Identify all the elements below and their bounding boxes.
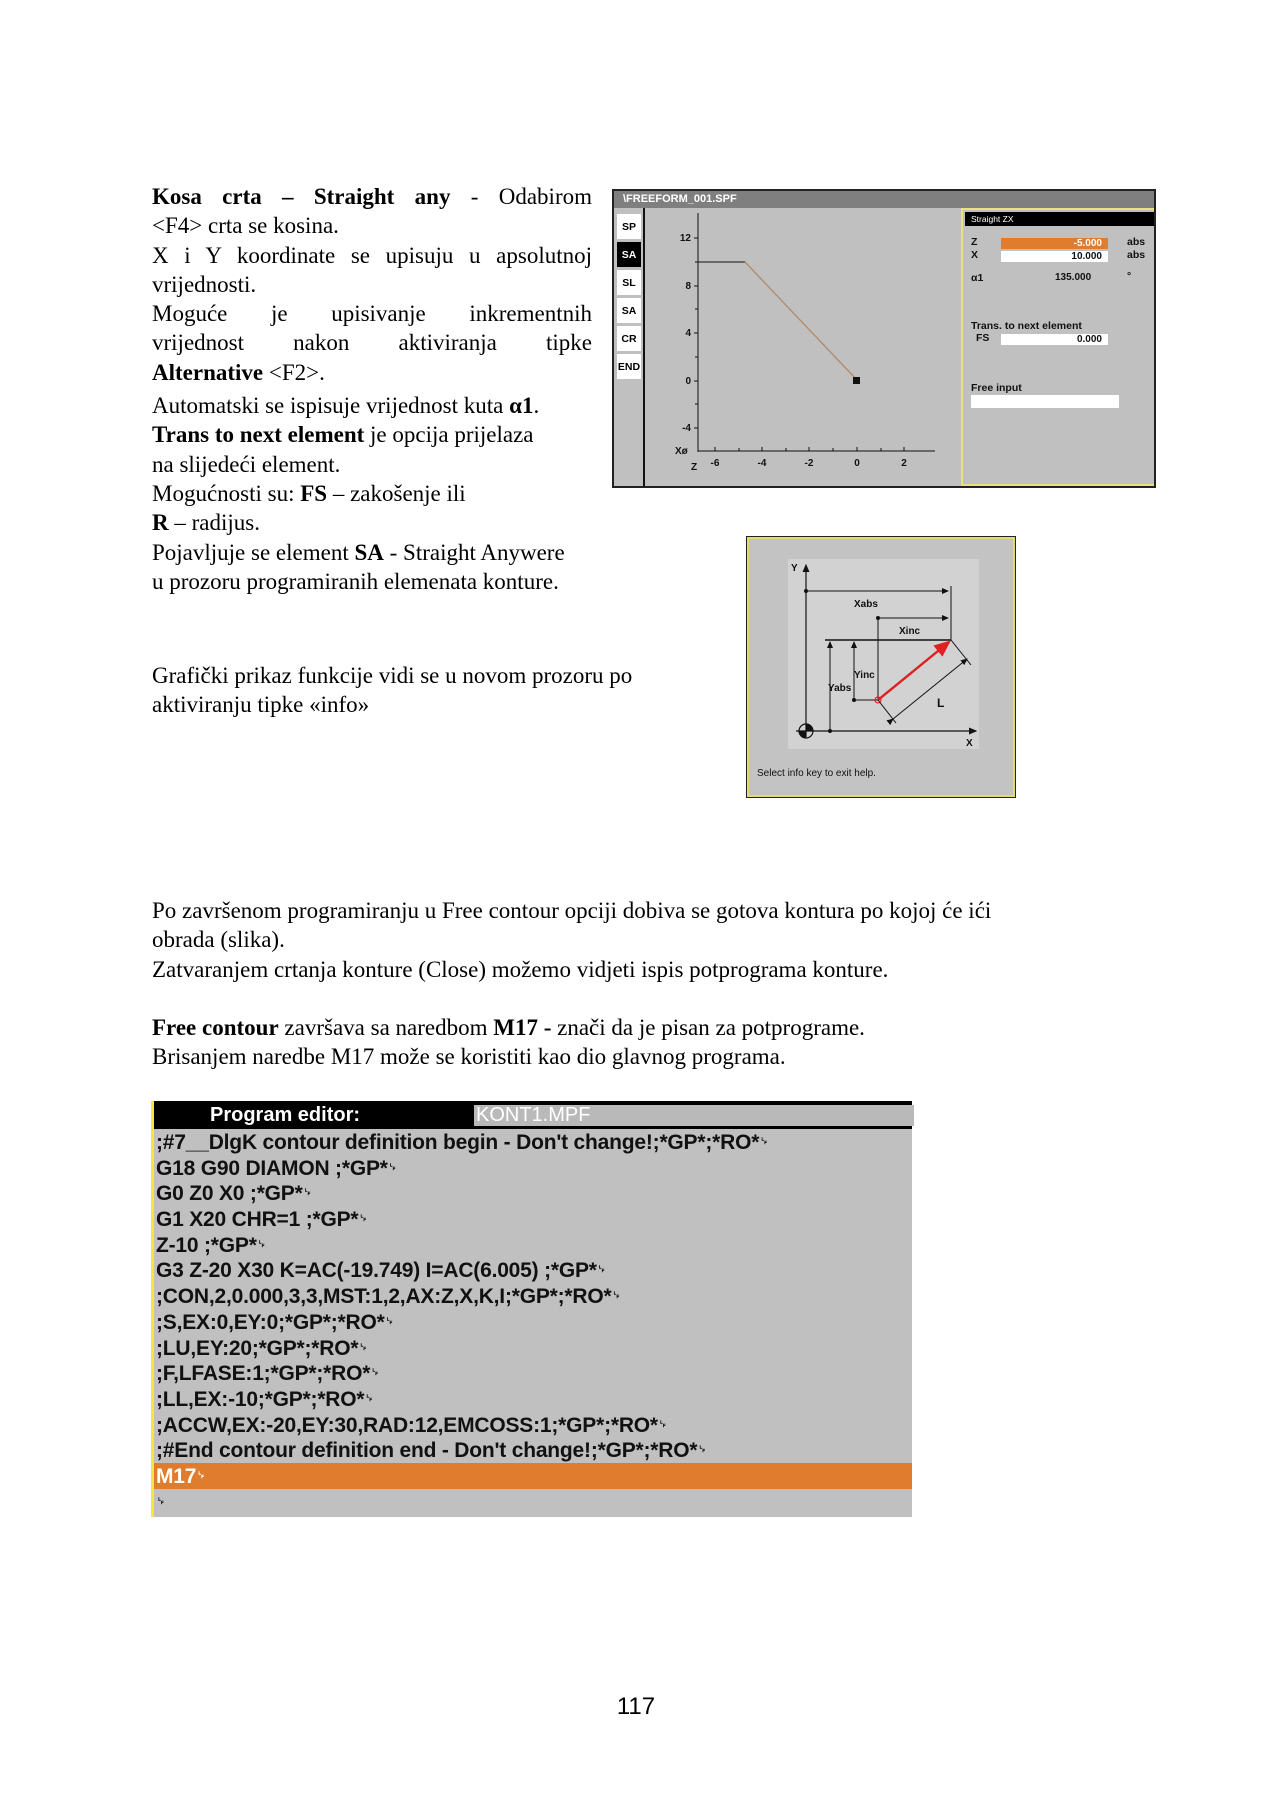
z-input[interactable]: -5.000 [1001,238,1108,249]
y-tick: 0 [685,376,691,387]
line-feed-icon: ␊ [387,1159,398,1174]
intro-line [152,538,592,567]
softkey-sp[interactable]: SP [617,214,641,239]
line-feed-icon: ␊ [358,1339,368,1354]
text: završava sa naredbom [278,1014,494,1040]
contour-slope [745,262,857,380]
yinc-label: Yinc [854,670,875,681]
alternative-bold: Alternative [152,359,264,385]
intro-line: na slijedeći element. [152,451,341,477]
code-text: M17 [156,1464,197,1488]
y-tick: 4 [685,328,691,339]
intro-line: vrijednosti. [152,271,257,297]
code-lines [154,1129,912,1514]
element-softkeys [614,208,645,486]
softkey-sa-active[interactable]: SA [617,242,641,267]
line-feed-icon: ␊ [196,1467,206,1482]
intro-line: vrijednost nakon aktiviranja tipke [152,330,592,356]
trans-bold: Trans to next element [152,422,365,448]
free-contour-bold: Free contour [152,1014,279,1040]
code-line[interactable] [154,1206,912,1232]
intro-text-block [152,182,592,596]
info-line: aktiviranju tipke «info» [152,692,370,718]
xabs-label: Xabs [854,599,878,610]
alpha-bold: α1 [509,393,534,419]
help-footer: Select info key to exit help. [757,768,876,779]
x-tick: -4 [757,458,767,469]
line-feed-icon: ␊ [759,1134,769,1148]
code-text: Z-10 ;*GP* [156,1233,257,1257]
code-line-selected[interactable] [154,1463,912,1489]
closing-line: Zatvaranjem crtanja konture (Close) možemo vidjeti ispis potprograma konture. [152,956,889,982]
text: Pojavljuje se element [152,539,355,565]
text: – radijus. [168,510,260,536]
page-number: 117 [616,1693,656,1720]
text: Mogućnosti su: [152,480,301,506]
intro-line [152,391,592,420]
x-unit: abs [1127,249,1146,261]
fs-input[interactable]: 0.000 [1001,334,1108,345]
info-help-panel [747,537,1015,797]
intro-line [152,508,592,537]
sa-bold: SA [354,539,384,565]
alpha-value: 135.000 [1055,272,1092,283]
y-tick: -4 [682,423,691,434]
y-tick: 12 [679,233,691,244]
code-text: G3 Z-20 X30 K=AC(-19.749) I=AC(6.005) ;*GP* [156,1259,597,1283]
code-line[interactable] [154,1335,912,1361]
z-label: Z [971,236,978,248]
line-feed-icon: ␊ [302,1185,312,1200]
intro-line: X i Y koordinate se upisuju u apsolutnoj [152,242,592,268]
code-text: ;F,LFASE:1;*GP*;*RO* [156,1362,371,1386]
info-text-block [152,661,712,720]
code-text: G0 Z0 X0 ;*GP* [156,1182,303,1206]
free-input-label: Free input [971,382,1022,394]
code-text: ;LU,EY:20;*GP*;*RO* [156,1336,359,1360]
softkey-cr[interactable]: CR [617,326,641,351]
intro-heading [152,182,592,211]
code-line[interactable] [154,1129,912,1155]
intro-line [152,358,592,387]
line-feed-icon: ␊ [657,1416,668,1431]
yabs-label: Yabs [828,683,852,694]
form-header: Straight ZX [965,212,1154,226]
x-input[interactable]: 10.000 [1001,251,1108,262]
softkey-sl[interactable]: SL [617,270,641,295]
editor-title: Program editor: [210,1104,361,1126]
panel-title: \FREEFORM_001.SPF [614,191,1154,208]
heading-rest: - Odabirom [450,184,592,209]
r-bold: R [152,510,169,536]
closing-line: obrada (slika). [152,927,285,953]
closing-line: Po završenom programiranju u Free contour opciji dobiva se gotova kontura po kojoj će ići [152,898,992,923]
closing-text-block [152,896,1112,1071]
closing-line [152,1013,1112,1042]
trans-label: Trans. to next element [971,320,1082,332]
editor-filename: KONT1.MPF [474,1105,914,1126]
closing-line: Brisanjem naredbe M17 može se koristiti kao dio glavnog programa. [152,1044,786,1070]
vector-arrow [878,642,949,700]
text: Automatski se ispisuje vrijednost kuta [152,393,510,419]
softkey-sa[interactable]: SA [617,298,641,323]
line-feed-icon: ␊ [358,1211,368,1226]
x-tick: -2 [804,458,814,469]
line-feed-icon: ␊ [156,1493,166,1508]
code-line[interactable] [154,1232,912,1258]
z-unit: abs [1127,236,1146,248]
y-axis-label: Xø [675,446,688,457]
line-feed-icon: ␊ [596,1262,607,1277]
code-text: ;#7__DlgK contour definition begin - Don't change!;*GP*;*RO* [156,1131,760,1154]
straight-zx-form [961,208,1154,486]
code-line[interactable] [154,1437,912,1463]
y-axis-label: Y [791,563,798,574]
intro-line [152,479,592,508]
current-point-marker [853,377,860,384]
intro-line: <F4> crta se kosina. [152,213,339,239]
code-line[interactable] [154,1386,912,1412]
text: . [533,393,540,419]
code-line[interactable] [154,1180,912,1206]
code-text: ;CON,2,0.000,3,3,MST:1,2,AX:Z,X,K,I;*GP*;*RO* [156,1285,612,1309]
free-input-field[interactable] [971,395,1119,408]
editor-header [154,1101,912,1129]
freeform-contour-panel [612,189,1156,488]
intro-line [152,420,592,449]
line-feed-icon: ␊ [611,1288,621,1303]
xinc-label: Xinc [899,626,921,637]
code-line[interactable] [154,1489,912,1515]
code-text: ;#End contour definition end - Don't change!;*GP*;*RO* [156,1439,698,1463]
code-text: G18 G90 DIAMON ;*GP* [156,1156,388,1180]
y-tick: 8 [685,281,691,292]
contour-graph [645,208,970,486]
code-line[interactable] [154,1257,912,1283]
code-line[interactable] [154,1412,912,1438]
x-tick: -6 [710,458,720,469]
length-label: L [937,696,945,710]
straight-any-diagram [788,559,979,749]
code-text: G1 X20 CHR=1 ;*GP* [156,1208,359,1232]
alpha-label: α1 [971,272,984,284]
text: – zakošenje ili [327,480,466,506]
fs-label: FS [976,332,990,344]
fs-bold: FS [300,480,328,506]
intro-line: Moguće je upisivanje inkrementnih [152,301,592,327]
m17-bold: M17 - [493,1014,552,1040]
x-tick: 0 [854,458,860,469]
program-editor [151,1101,912,1517]
code-line[interactable] [154,1309,912,1335]
line-feed-icon: ␊ [697,1442,707,1457]
text: znači da je pisan za potprograme. [551,1014,865,1040]
softkey-end[interactable]: END [617,354,641,379]
text: <F2>. [263,359,325,385]
code-line[interactable] [154,1360,912,1386]
text: - Straight Anywere [383,539,565,565]
line-feed-icon: ␊ [370,1365,380,1380]
text: je opcija prijelaza [364,422,534,448]
line-feed-icon: ␊ [256,1236,267,1251]
code-line[interactable] [154,1155,912,1181]
x-axis-label: Z [691,462,698,473]
intro-line: u prozoru programiranih elemenata konture. [152,568,559,594]
x-axis-label: X [966,738,973,749]
line-feed-icon: ␊ [384,1313,395,1328]
x-label: X [971,249,979,261]
line-feed-icon: ␊ [364,1390,374,1405]
code-text: ;S,EX:0,EY:0;*GP*;*RO* [156,1310,385,1334]
code-text: ;ACCW,EX:-20,EY:30,RAD:12,EMCOSS:1;*GP*;*RO* [156,1413,658,1437]
info-line: Grafički prikaz funkcije vidi se u novom prozoru po [152,663,633,688]
heading-bold: Kosa crta – Straight any [152,184,451,209]
x-tick: 2 [901,458,907,469]
code-text: ;LL,EX:-10;*GP*;*RO* [156,1387,365,1411]
spacer [152,984,1112,1013]
degree-unit: ° [1127,270,1132,282]
code-line[interactable] [154,1283,912,1309]
